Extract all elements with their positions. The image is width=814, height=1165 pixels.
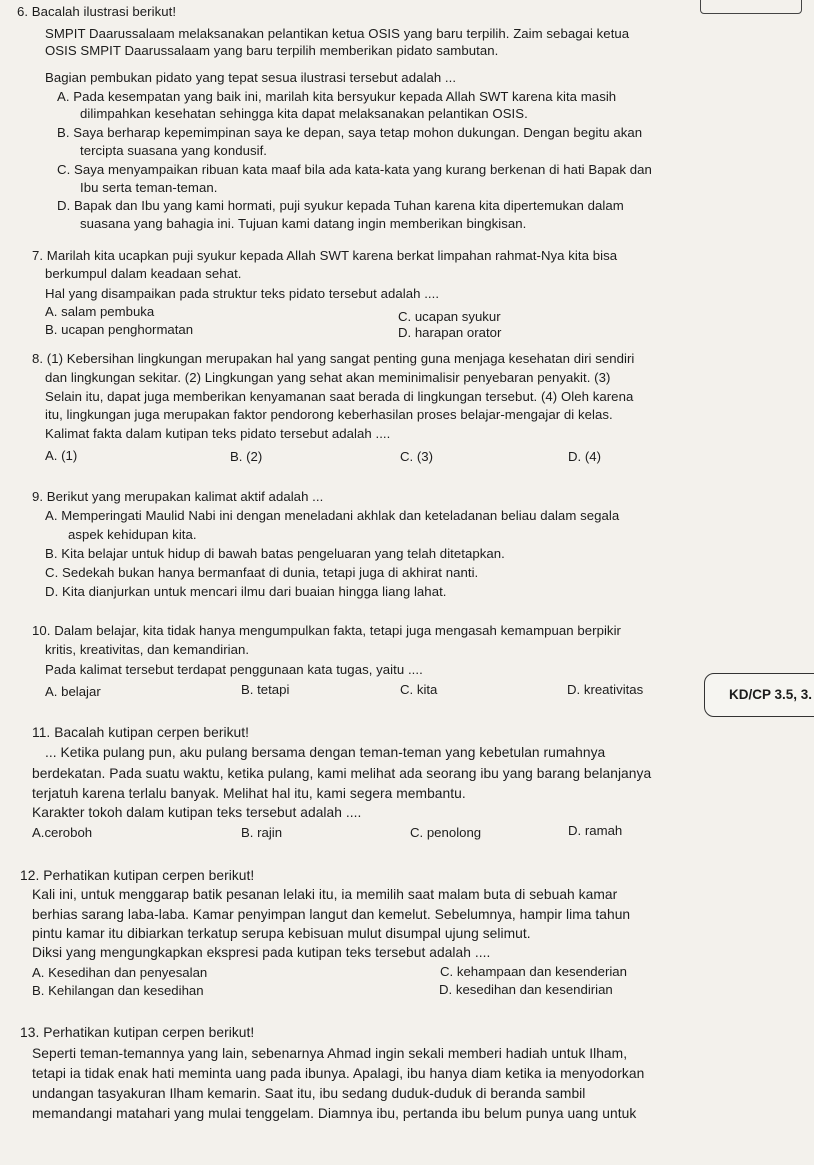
q6-intro-1: SMPIT Daarussalaam melaksanakan pelantikan ketua OSIS yang baru terpilih. Zaim sebagai ketua: [45, 26, 630, 41]
q13-line-1: Seperti teman-temannya yang lain, sebenarnya Ahmad ingin sekali memberi hadiah untuk Ilham,: [32, 1046, 628, 1061]
q10-question: Pada kalimat tersebut terdapat penggunaan kata tugas, yaitu ....: [45, 662, 423, 677]
q9-option-b: B. Kita belajar untuk hidup di bawah batas pengeluaran yang telah ditetapkan.: [45, 546, 505, 561]
q13-line-3: undangan tasyakuran Ilham kemarin. Saat itu, ibu sedang duduk-duduk di beranda sambil: [32, 1086, 586, 1101]
q11-question: Karakter tokoh dalam kutipan teks tersebut adalah ....: [32, 805, 362, 820]
q6-option-c: C. Saya menyampaikan ribuan kata maaf bila ada kata-kata yang kurang berkenan di hati Bapak dan: [57, 162, 652, 177]
q12-option-d: D. kesedihan dan kesendirian: [439, 982, 613, 997]
q9-option-c: C. Sedekah bukan hanya bermanfaat di dunia, tetapi juga di akhirat nanti.: [45, 565, 479, 580]
q7-line-2: berkumpul dalam keadaan sehat.: [45, 266, 242, 281]
q11-header: 11. Bacalah kutipan cerpen berikut!: [32, 725, 250, 740]
q11-option-d: D. ramah: [568, 823, 623, 838]
q8-option-a: A. (1): [45, 448, 78, 463]
q8-question: Kalimat fakta dalam kutipan teks pidato tersebut adalah ....: [45, 426, 391, 441]
q8-option-c: C. (3): [400, 449, 433, 464]
q7-option-a: A. salam pembuka: [45, 304, 155, 319]
q8-option-b: B. (2): [230, 449, 263, 464]
q12-line-1: Kali ini, untuk menggarap batik pesanan lelaki itu, ia memilih saat malam buta di sebuah kamar: [32, 887, 618, 902]
q7-line-1: 7. Marilah kita ucapkan puji syukur kepada Allah SWT karena berkat limpahan rahmat-Nya kita bisa: [32, 248, 618, 263]
q7-option-d: D. harapan orator: [398, 325, 502, 340]
q6-option-b: B. Saya berharap kepemimpinan saya ke depan, saya tetap mohon dukungan. Dengan begitu akan: [57, 125, 643, 140]
q8-option-d: D. (4): [568, 449, 601, 464]
q8-line-4: itu, lingkungan juga merupakan faktor pendorong keberhasilan proses belajar-mengajar di kelas.: [45, 407, 613, 422]
q8-line-2: dan lingkungan sekitar. (2) Lingkungan yang sehat akan meminimalisir penyebaran penyakit. (3): [45, 370, 611, 385]
q6-question: Bagian pembukan pidato yang tepat sesua ilustrasi tersebut adalah ...: [45, 70, 457, 85]
q6-header: 6. Bacalah ilustrasi berikut!: [17, 4, 177, 19]
q12-question: Diksi yang mengungkapkan ekspresi pada kutipan teks tersebut adalah ....: [32, 945, 491, 960]
q13-line-2: tetapi ia tidak enak hati meminta uang pada ibunya. Apalagi, ibu hanya diam ketika ia menyodorkan: [32, 1066, 645, 1081]
q11-line-3: terjatuh karena terlalu banyak. Melihat hal itu, kami segera membantu.: [32, 786, 466, 801]
q6-intro-2: OSIS SMPIT Daarussalaam yang baru terpilih memberikan pidato sambutan.: [45, 43, 499, 58]
q13-header: 13. Perhatikan kutipan cerpen berikut!: [20, 1025, 255, 1040]
q10-option-b: B. tetapi: [241, 682, 290, 697]
q12-header: 12. Perhatikan kutipan cerpen berikut!: [20, 868, 255, 883]
q11-line-2: berdekatan. Pada suatu waktu, ketika pulang, kami melihat ada seorang ibu yang barang belanjanya: [32, 766, 652, 781]
q10-option-d: D. kreativitas: [567, 682, 644, 697]
q9-question: 9. Berikut yang merupakan kalimat aktif adalah ...: [32, 489, 324, 504]
kd-label: KD/CP 3.5, 3.: [729, 687, 813, 702]
q10-option-a: A. belajar: [45, 684, 101, 699]
q6-option-a-cont: dilimpahkan kesehatan sehingga kita dapat melaksanakan pelantikan OSIS.: [80, 106, 528, 121]
q11-option-b: B. rajin: [241, 825, 283, 840]
q12-option-b: B. Kehilangan dan kesedihan: [32, 983, 204, 998]
q8-line-1: 8. (1) Kebersihan lingkungan merupakan hal yang sangat penting guna menjaga kesehatan diri sendiri: [32, 351, 635, 366]
q8-line-3: Selain itu, dapat juga memberikan kenyamanan saat berada di lingkungan tersebut. (4) Oleh karena: [45, 389, 634, 404]
q10-option-c: C. kita: [400, 682, 438, 697]
q6-option-c-cont: Ibu serta teman-teman.: [80, 180, 218, 195]
header-box: [700, 0, 802, 14]
q9-option-a-cont: aspek kehidupan kita.: [68, 527, 197, 542]
q7-option-b: B. ucapan penghormatan: [45, 322, 194, 337]
q6-option-b-cont: tercipta suasana yang kondusif.: [80, 143, 268, 158]
q12-line-2: berhias sarang laba-laba. Kamar penyimpan langut dan kemelut. Sebelumnya, hampir lima tahun: [32, 907, 631, 922]
q11-option-c: C. penolong: [410, 825, 482, 840]
q9-option-d: D. Kita dianjurkan untuk mencari ilmu dari buaian hingga liang lahat.: [45, 584, 447, 599]
q9-option-a: A. Memperingati Maulid Nabi ini dengan meneladani akhlak dan keteladanan beliau dalam segala: [45, 508, 620, 523]
q6-option-d: D. Bapak dan Ibu yang kami hormati, puji syukur kepada Tuhan karena kita dipertemukan dalam: [57, 198, 624, 213]
q13-line-4: memandangi matahari yang mulai tenggelam. Diamnya ibu, pertanda ibu belum punya uang untuk: [32, 1106, 637, 1121]
q7-question: Hal yang disampaikan pada struktur teks pidato tersebut adalah ....: [45, 286, 440, 301]
q10-line-2: kritis, kreativitas, dan kemandirian.: [45, 642, 250, 657]
q12-option-a: A. Kesedihan dan penyesalan: [32, 965, 208, 980]
q11-option-a: A.ceroboh: [32, 825, 93, 840]
q7-option-c: C. ucapan syukur: [398, 309, 501, 324]
q6-option-a: A. Pada kesempatan yang baik ini, marilah kita bersyukur kepada Allah SWT karena kita masih: [57, 89, 617, 104]
q11-line-1: ... Ketika pulang pun, aku pulang bersama dengan teman-teman yang kebetulan rumahnya: [45, 745, 606, 760]
q10-line-1: 10. Dalam belajar, kita tidak hanya mengumpulkan fakta, tetapi juga mengasah kemampuan berpikir: [32, 623, 621, 638]
q6-option-d-cont: suasana yang bahagia ini. Tujuan kami datang ingin memberikan bingkisan.: [80, 216, 527, 231]
q12-option-c: C. kehampaan dan kesenderian: [440, 964, 627, 979]
q12-line-3: pintu kamar itu dibiarkan terkatup serupa kebisuan mulut disumpal ujung selimut.: [32, 926, 531, 941]
